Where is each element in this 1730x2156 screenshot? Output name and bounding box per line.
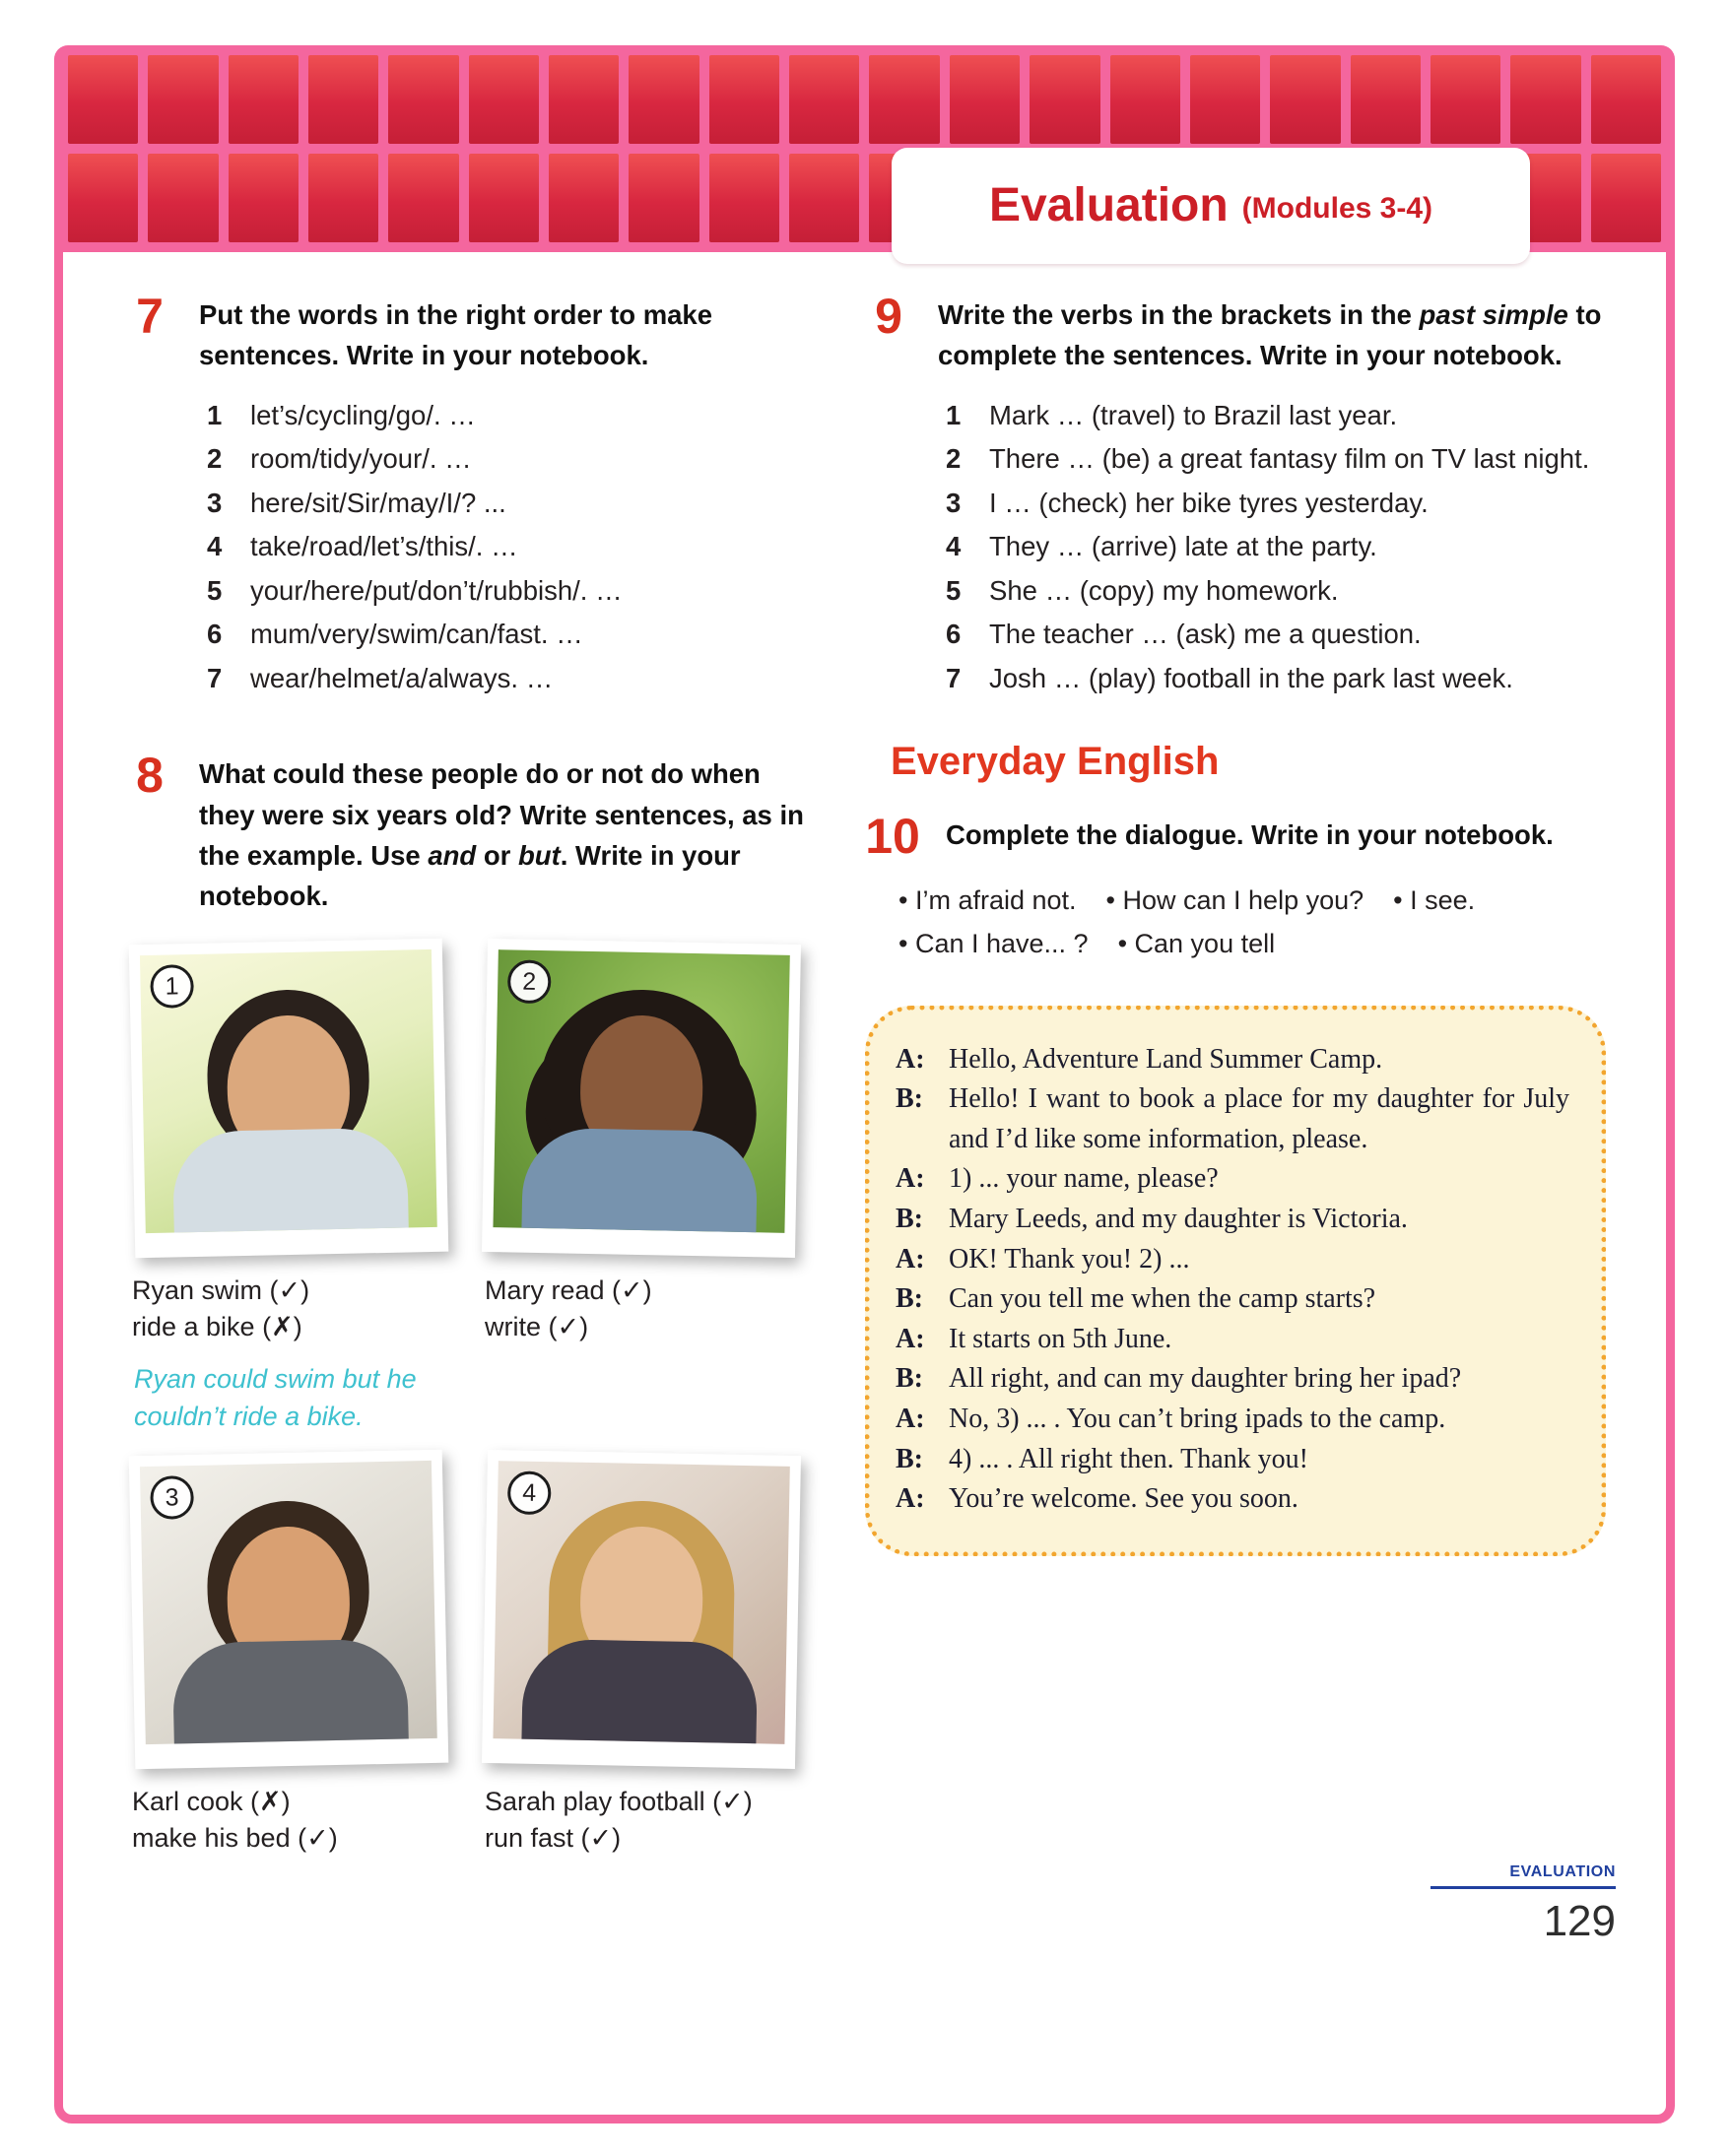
- item-text: let’s/cycling/go/. …: [250, 399, 476, 430]
- dialogue-text: 4) ... . All right then. Thank you!: [949, 1443, 1308, 1474]
- person-torso: [172, 1128, 409, 1234]
- dialogue-text: OK! Thank you! 2) ...: [949, 1243, 1190, 1274]
- item-text: They … (arrive) late at the party.: [989, 531, 1377, 562]
- item-text: take/road/let’s/this/. …: [250, 531, 518, 562]
- dialogue-speaker: B:: [896, 1363, 923, 1395]
- dialogue-option: • How can I help you?: [1105, 884, 1364, 915]
- dialogue-options: [898, 882, 1616, 962]
- dialogue-speaker: B:: [896, 1443, 923, 1474]
- dialogue-speaker: A:: [896, 1243, 925, 1274]
- item-text: She … (copy) my homework.: [989, 574, 1339, 606]
- exercise-9: [865, 291, 1616, 700]
- photo-caption-ryan: Ryan swim (✓) ride a bike (✗): [132, 1275, 310, 1341]
- page-subtitle: (Modules 3-4): [1241, 192, 1433, 225]
- page-number: 129: [1543, 1897, 1616, 1945]
- dialogue-speaker: B:: [896, 1083, 923, 1115]
- person-torso: [172, 1639, 409, 1745]
- photo-caption-mary: Mary read (✓) write (✓): [485, 1275, 652, 1341]
- exercise-9-list: [946, 394, 1616, 701]
- item-text: Mark … (travel) to Brazil last year.: [989, 399, 1398, 430]
- item-number: 4: [946, 531, 962, 562]
- exercise-9-item: [946, 613, 1616, 657]
- exercise-8: [126, 750, 821, 1855]
- dialogue-text: Can you tell me when the camp starts?: [949, 1283, 1376, 1315]
- page-footer: [1431, 1863, 1616, 1946]
- exercise-10-number: 10: [865, 809, 920, 865]
- exercise-9-item: [946, 525, 1616, 569]
- dialogue-box: [865, 1006, 1606, 1556]
- exercise-10-instructions: Complete the dialogue. Write in your notebook.: [946, 819, 1554, 851]
- exercise-9-header: [865, 291, 1616, 376]
- item-number: 2: [946, 443, 962, 475]
- item-text: wear/helmet/a/always. …: [250, 662, 554, 693]
- person-torso: [521, 1128, 758, 1233]
- exercise-9-item: [946, 569, 1616, 614]
- dialogue-text: 1) ... your name, please?: [949, 1163, 1219, 1195]
- exercise-9-instructions: Write the verbs in the brackets in the past simple to complete the sentences. Write in your notebook.: [938, 299, 1602, 371]
- photo-sarah: [493, 1462, 789, 1745]
- exercise-8-instructions: What could these people do or not do when they were six years old? Write sentences, as in the example. Use and or but. Write in your notebook.: [199, 758, 804, 912]
- exercise-10-header: [865, 811, 1616, 863]
- exercise-7-item: [207, 482, 821, 526]
- item-text: here/sit/Sir/may/I/? ...: [250, 487, 506, 518]
- item-number: 5: [946, 574, 962, 606]
- dialogue-text: Mary Leeds, and my daughter is Victoria.: [949, 1204, 1408, 1235]
- dialogue-speaker: A:: [896, 1483, 925, 1515]
- exercise-10: [865, 811, 1616, 1556]
- exercise-8-header: [126, 750, 821, 916]
- exercise-7-header: [126, 291, 821, 376]
- dialogue-text: Hello, Adventure Land Summer Camp.: [949, 1043, 1383, 1075]
- example-answer: Ryan could swim but he couldn’t ride a bike.: [134, 1363, 417, 1431]
- item-number: 7: [946, 662, 962, 693]
- item-text: room/tidy/your/. …: [250, 443, 472, 475]
- exercise-9-item: [946, 437, 1616, 482]
- dialogue-line: [896, 1320, 1569, 1360]
- dialogue-line: [896, 1040, 1569, 1080]
- dialogue-line: [896, 1400, 1569, 1440]
- exercise-8-number: 8: [136, 748, 164, 804]
- item-text: There … (be) a great fantasy film on TV last night.: [989, 443, 1590, 475]
- photo-mary: [493, 950, 789, 1234]
- photo-card-sarah: [482, 1450, 801, 1769]
- photo-caption-sarah: Sarah play football (✓) run fast (✓): [485, 1787, 753, 1853]
- dialogue-option: • Can you tell: [1117, 929, 1276, 959]
- photo-card-mary: [482, 939, 801, 1258]
- dialogue-line: [896, 1079, 1569, 1159]
- dialogue-option: • I see.: [1393, 884, 1476, 915]
- dialogue-line: [896, 1440, 1569, 1480]
- item-number: 2: [207, 443, 223, 475]
- header-banner: [54, 45, 1675, 252]
- person-torso: [521, 1639, 758, 1744]
- right-column: [865, 291, 1616, 1556]
- photo-ryan: [140, 949, 437, 1233]
- page-title-box: [892, 148, 1530, 264]
- item-text: Josh … (play) football in the park last week.: [989, 662, 1513, 693]
- photo-number-badge-1: 1: [150, 964, 194, 1009]
- item-number: 4: [207, 531, 223, 562]
- exercise-7-item: [207, 394, 821, 438]
- photo-number-badge-4: 4: [507, 1471, 552, 1516]
- exercise-7-list: [207, 394, 821, 701]
- dialogue-speaker: A:: [896, 1163, 925, 1195]
- dialogue-line: [896, 1200, 1569, 1240]
- item-number: 5: [207, 574, 223, 606]
- left-column: [126, 291, 821, 1856]
- photo-karl: [140, 1461, 437, 1744]
- dialogue-text: Hello! I want to book a place for my daughter for July and I’d like some information, please.: [949, 1083, 1569, 1154]
- footer-section-label: EVALUATION: [1431, 1863, 1616, 1889]
- dialogue-line: [896, 1279, 1569, 1320]
- dialogue-speaker: A:: [896, 1404, 925, 1435]
- dialogue-speaker: A:: [896, 1323, 925, 1354]
- item-text: The teacher … (ask) me a question.: [989, 619, 1422, 650]
- dialogue-text: All right, and can my daughter bring her ipad?: [949, 1363, 1462, 1395]
- dialogue-text: It starts on 5th June.: [949, 1323, 1172, 1354]
- item-number: 6: [946, 619, 962, 650]
- exercise-9-item: [946, 482, 1616, 526]
- photo-number-badge-3: 3: [150, 1475, 194, 1520]
- exercise-9-item: [946, 657, 1616, 701]
- exercise-7-item: [207, 569, 821, 614]
- exercise-7-instructions: Put the words in the right order to make sentences. Write in your notebook.: [199, 299, 713, 371]
- dialogue-speaker: A:: [896, 1043, 925, 1075]
- everyday-english-heading: Everyday English: [891, 740, 1220, 784]
- dialogue-text: No, 3) ... . You can’t bring ipads to the camp.: [949, 1404, 1446, 1435]
- dialogue-speaker: B:: [896, 1283, 923, 1315]
- exercise-7-item: [207, 437, 821, 482]
- item-text: mum/very/swim/can/fast. …: [250, 619, 583, 650]
- item-number: 1: [207, 399, 223, 430]
- item-text: I … (check) her bike tyres yesterday.: [989, 487, 1429, 518]
- dialogue-line: [896, 1159, 1569, 1200]
- photo-card-karl: [129, 1450, 449, 1770]
- dialogue-line: [896, 1359, 1569, 1400]
- dialogue-speaker: B:: [896, 1204, 923, 1235]
- item-number: 1: [946, 399, 962, 430]
- photo-number-badge-2: 2: [507, 960, 552, 1005]
- dialogue-option: • Can I have... ?: [898, 929, 1089, 959]
- item-number: 7: [207, 662, 223, 693]
- exercise-7-item: [207, 657, 821, 701]
- item-text: your/here/put/don’t/rubbish/. …: [250, 574, 623, 606]
- exercise-7-item: [207, 613, 821, 657]
- exercise-7-number: 7: [136, 289, 164, 344]
- exercise-9-item: [946, 394, 1616, 438]
- photo-card-ryan: [129, 939, 449, 1259]
- dialogue-line: [896, 1479, 1569, 1520]
- dialogue-line: [896, 1240, 1569, 1280]
- dialogue-text: You’re welcome. See you soon.: [949, 1483, 1298, 1515]
- page-title: Evaluation: [988, 179, 1229, 231]
- item-number: 6: [207, 619, 223, 650]
- item-number: 3: [946, 487, 962, 518]
- dialogue-option: • I’m afraid not.: [898, 884, 1077, 915]
- photo-caption-karl: Karl cook (✗) make his bed (✓): [132, 1787, 338, 1853]
- exercise-9-number: 9: [875, 289, 902, 344]
- exercise-7: [126, 291, 821, 700]
- photo-grid: [132, 942, 821, 1855]
- exercise-7-item: [207, 525, 821, 569]
- item-number: 3: [207, 487, 223, 518]
